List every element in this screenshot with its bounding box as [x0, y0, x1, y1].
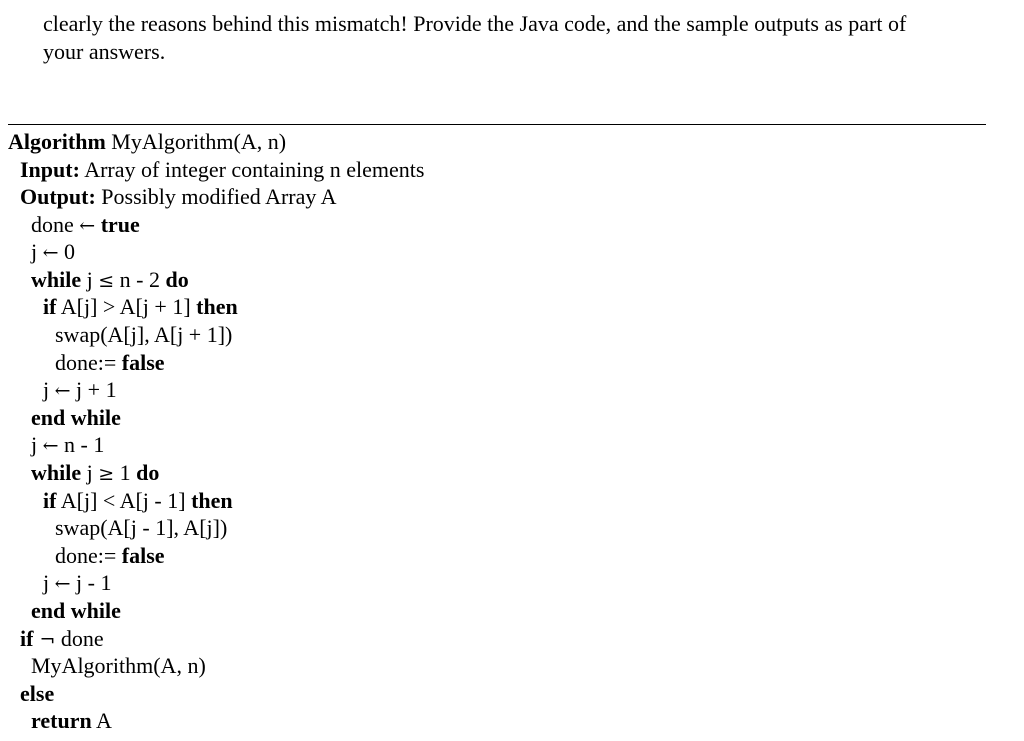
- input-line: [20, 156, 424, 184]
- greater-equal-symbol: ≥: [98, 463, 115, 485]
- return-keyword: return: [31, 708, 92, 733]
- if-keyword: if: [43, 488, 57, 513]
- algorithm-keyword: Algorithm: [8, 129, 106, 154]
- end-while-line-1: [31, 404, 121, 432]
- code-text: swap(A[j], A[j + 1]): [55, 322, 233, 347]
- code-text: done: [55, 626, 104, 651]
- not-symbol: ¬: [33, 629, 56, 651]
- true-keyword: true: [95, 212, 140, 237]
- less-equal-symbol: ≤: [98, 270, 115, 292]
- input-description: Array of integer containing n elements: [79, 157, 425, 182]
- code-text: MyAlgorithm(A, n): [31, 653, 206, 678]
- j-increment-line: [43, 376, 117, 404]
- if-keyword: if: [20, 626, 34, 651]
- do-keyword: do: [136, 460, 160, 485]
- swap-backward-line: [55, 514, 227, 542]
- code-text: j - 1: [70, 570, 112, 595]
- code-text: swap(A[j - 1], A[j]): [55, 515, 228, 540]
- done-init-line: [31, 211, 140, 239]
- while-backward-line: [31, 459, 159, 487]
- if-forward-line: [43, 293, 238, 321]
- code-text: n - 2: [114, 267, 166, 292]
- intro-paragraph: [43, 10, 1003, 66]
- output-keyword: Output:: [20, 184, 96, 209]
- if-not-done-line: [20, 625, 104, 653]
- code-text: 1: [114, 460, 137, 485]
- code-text: j: [43, 570, 55, 595]
- intro-line-1: clearly the reasons behind this mismatch! Provide the Java code, and the sample outputs as part of: [43, 11, 907, 36]
- while-keyword: while: [31, 460, 82, 485]
- code-text: j: [43, 377, 55, 402]
- left-arrow-symbol: ←: [54, 380, 71, 402]
- code-text: j: [31, 239, 43, 264]
- code-text: done:=: [55, 543, 122, 568]
- end-while-keyword: end while: [31, 405, 121, 430]
- while-keyword: while: [31, 267, 82, 292]
- left-arrow-symbol: ←: [42, 435, 59, 457]
- then-keyword: then: [191, 488, 233, 513]
- code-text: A[j] < A[j - 1]: [56, 488, 192, 513]
- do-keyword: do: [165, 267, 189, 292]
- code-text: A[j] > A[j + 1]: [56, 294, 197, 319]
- code-text: done: [31, 212, 80, 237]
- swap-forward-line: [55, 321, 232, 349]
- done-false-line-2: [55, 542, 165, 570]
- algorithm-header: [8, 128, 286, 156]
- else-line: [20, 680, 54, 708]
- j-decrement-line: [43, 569, 112, 597]
- left-arrow-symbol: ←: [79, 215, 96, 237]
- output-description: Possibly modified Array A: [95, 184, 337, 209]
- code-text: done:=: [55, 350, 122, 375]
- code-text: j: [81, 267, 99, 292]
- if-keyword: if: [43, 294, 57, 319]
- code-text: j + 1: [70, 377, 117, 402]
- false-keyword: false: [121, 543, 165, 568]
- end-while-line-2: [31, 597, 121, 625]
- return-line: [31, 707, 112, 735]
- algorithm-signature: MyAlgorithm(A, n): [105, 129, 287, 154]
- left-arrow-symbol: ←: [42, 242, 59, 264]
- end-while-keyword: end while: [31, 598, 121, 623]
- code-text: n - 1: [58, 432, 105, 457]
- j-init-line: [31, 238, 75, 266]
- output-line: [20, 183, 337, 211]
- code-text: 0: [58, 239, 76, 264]
- then-keyword: then: [196, 294, 238, 319]
- j-reset-line: [31, 431, 104, 459]
- false-keyword: false: [121, 350, 165, 375]
- code-text: A: [91, 708, 112, 733]
- if-backward-line: [43, 487, 233, 515]
- left-arrow-symbol: ←: [54, 573, 71, 595]
- input-keyword: Input:: [20, 157, 80, 182]
- algorithm-top-rule: [8, 124, 986, 125]
- while-forward-line: [31, 266, 189, 294]
- code-text: j: [31, 432, 43, 457]
- recursive-call-line: [31, 652, 206, 680]
- intro-line-2: your answers.: [43, 39, 166, 64]
- code-text: j: [81, 460, 99, 485]
- else-keyword: else: [20, 681, 55, 706]
- done-false-line-1: [55, 349, 165, 377]
